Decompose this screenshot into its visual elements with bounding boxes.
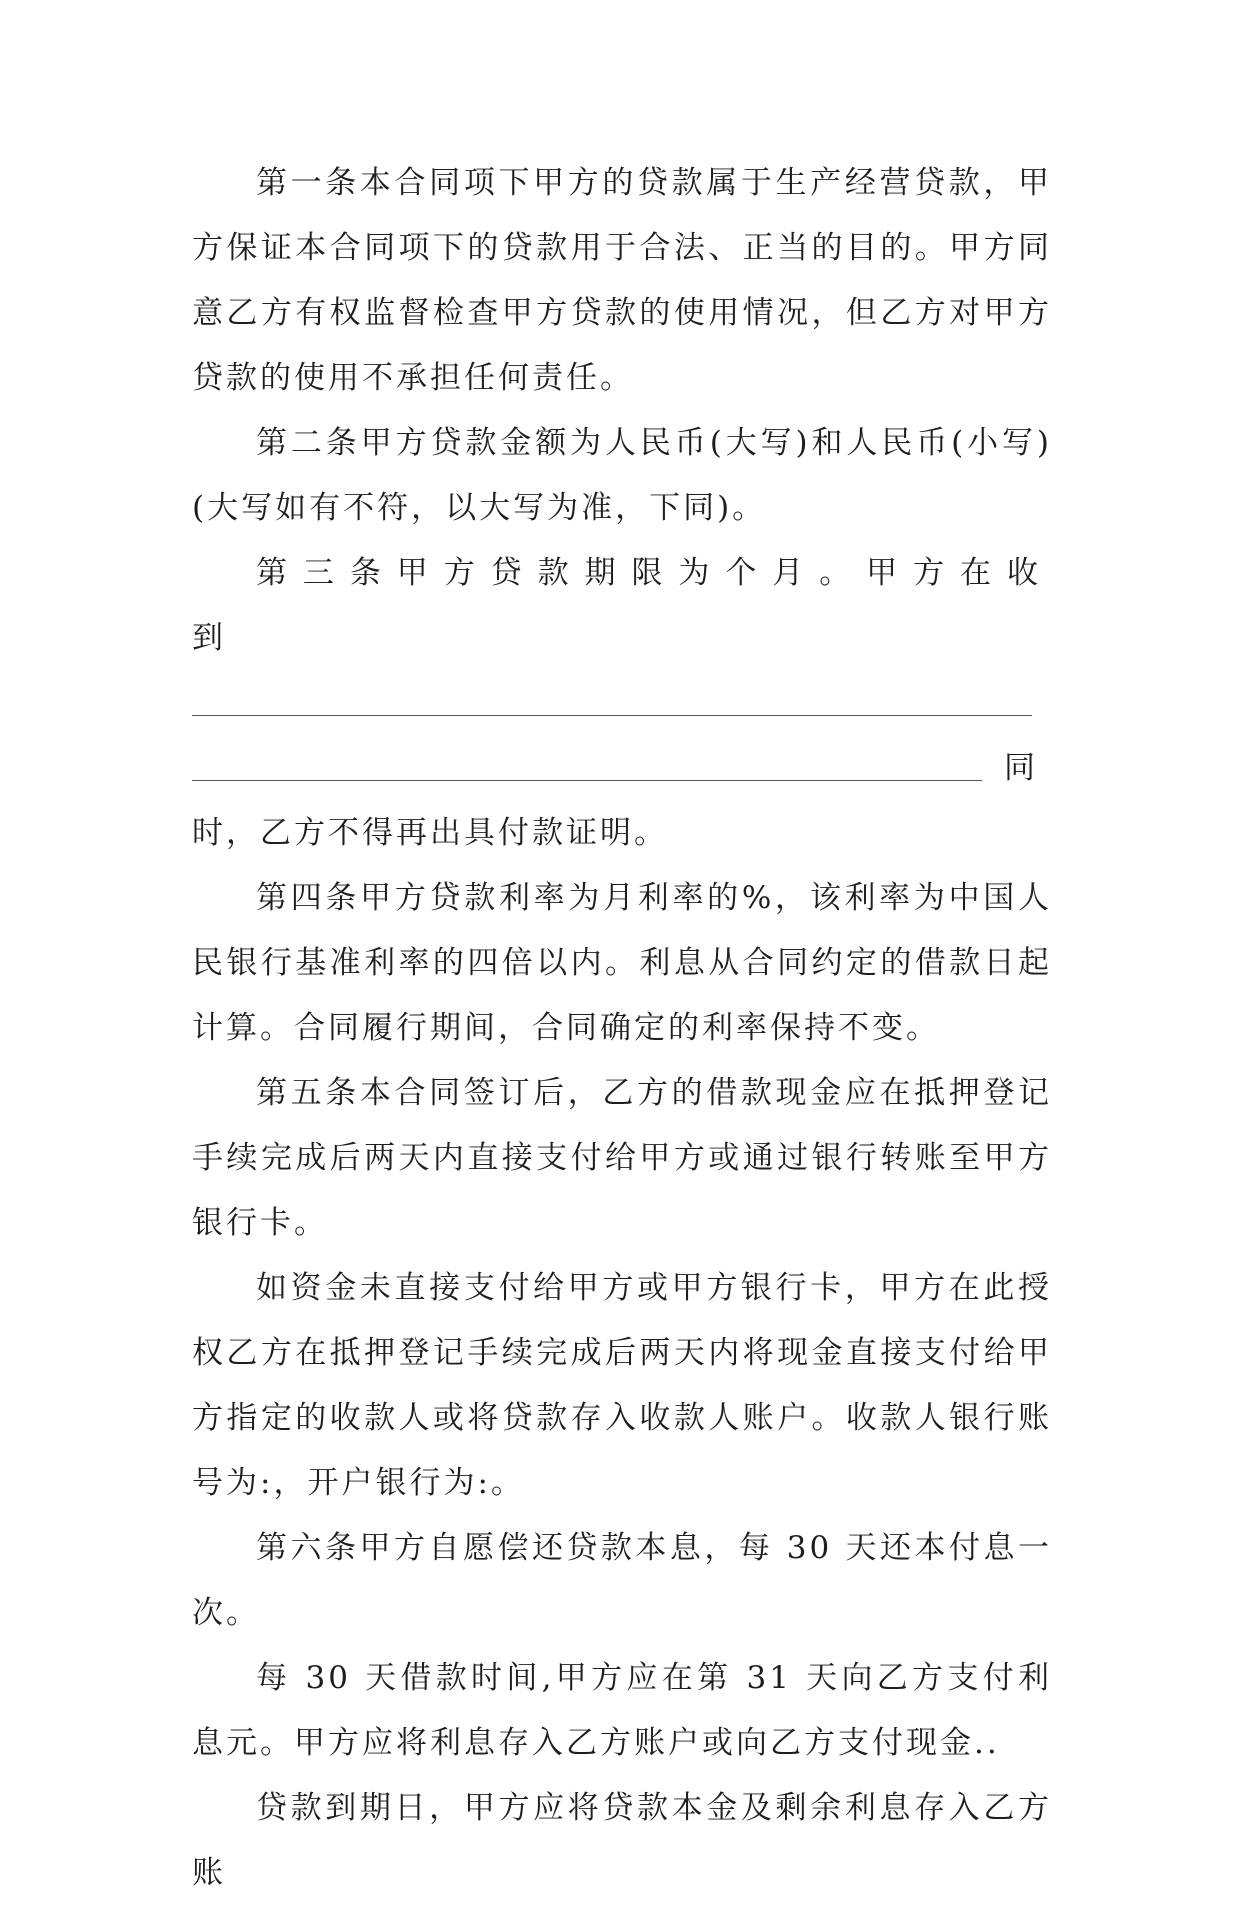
blank-line-2: [192, 736, 1052, 801]
article-5-sub: 如资金未直接支付给甲方或甲方银行卡，甲方在此授权乙方在抵押登记手续完成后两天内将现金直接支付给甲方指定的收款人或将贷款存入收款人账户。收款人银行账号为:，开户银行为:。: [192, 1270, 1052, 1501]
article-3-end: 时，乙方不得再出具付款证明。: [192, 815, 668, 851]
article-2: 第二条甲方贷款金额为人民币(大写)和人民币(小写)(大写如有不符，以大写为准，下同)。: [192, 425, 1052, 526]
fill-in-blank: [192, 780, 982, 781]
fill-in-blank: [192, 715, 1032, 716]
article-6-due: 贷款到期日，甲方应将贷款本金及剩余利息存入乙方账: [192, 1790, 1052, 1891]
article-1: 第一条本合同项下甲方的贷款属于生产经营贷款，甲方保证本合同项下的贷款用于合法、正当的目的。甲方同意乙方有权监督检查甲方贷款的使用情况，但乙方对甲方贷款的使用不承担任何责任。: [192, 165, 1052, 396]
article-3-start: 第三条甲方贷款期限为个月。甲方在收到: [192, 555, 1052, 656]
article-5: 第五条本合同签订后，乙方的借款现金应在抵押登记手续完成后两天内直接支付给甲方或通过银行转账至甲方银行卡。: [192, 1075, 1052, 1241]
article-3-tail: 同: [1004, 750, 1038, 786]
article-4: 第四条甲方贷款利率为月利率的%，该利率为中国人民银行基准利率的四倍以内。利息从合同约定的借款日起计算。合同履行期间，合同确定的利率保持不变。: [192, 880, 1052, 1046]
blank-line-1: [192, 671, 1052, 736]
article-6: 第六条甲方自愿偿还贷款本息，每 30 天还本付息一次。: [192, 1530, 1052, 1631]
contract-body: [192, 151, 1052, 1906]
article-6-sub: 每 30 天借款时间,甲方应在第 31 天向乙方支付利息元。甲方应将利息存入乙方账户或向乙方支付现金..: [192, 1660, 1052, 1761]
